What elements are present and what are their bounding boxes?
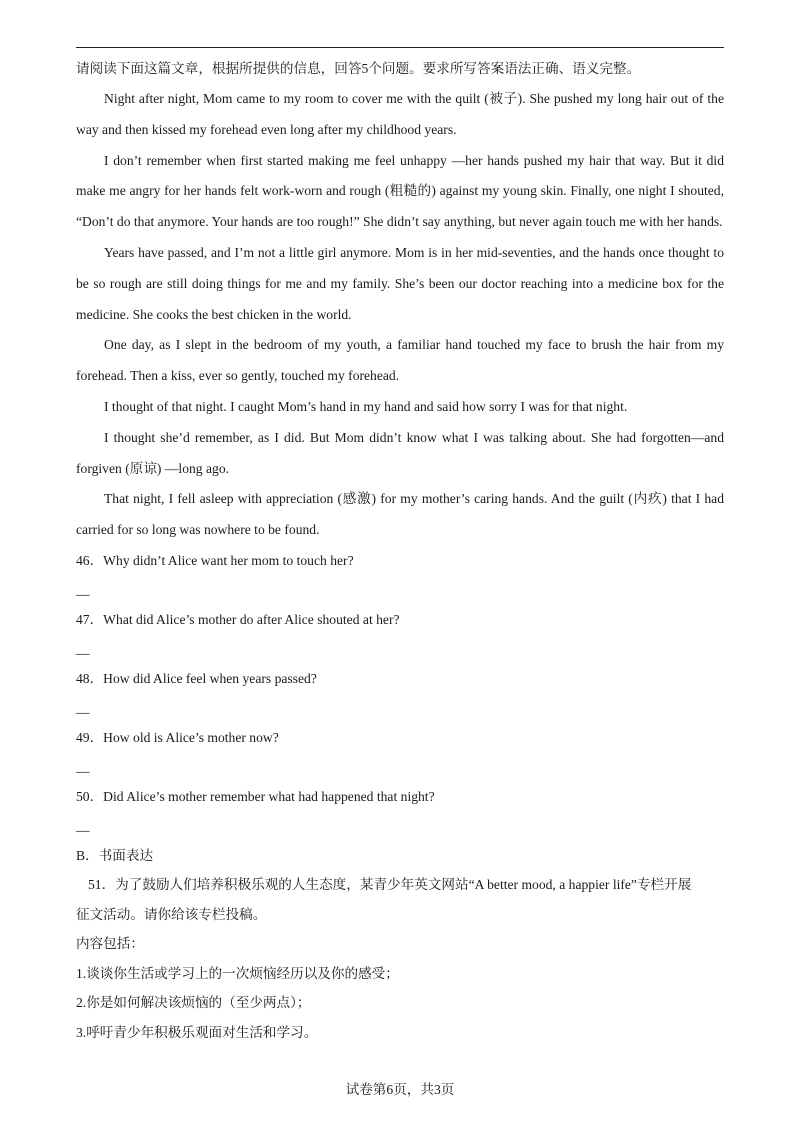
section-title: B．书面表达 [76, 847, 154, 863]
question-48: 48．How did Alice feel when years passed? [76, 670, 317, 686]
page-footer: 试卷第6页，共3页 [345, 1082, 455, 1097]
writing-point: 2.你是如何解决该烦恼的（至少两点）； [76, 995, 311, 1011]
passage-paragraph: Years have passed, and I’m not a little girl anymore. Mom is in her mid-seventies, and the hands once thought to be so rough are still doing things for me and my family. She’s been our doctor reaching into a medicine box for the medicine. She cooks the best chicken in the world. [76, 244, 724, 322]
answer-blank-48[interactable]: __ [76, 700, 90, 716]
answer-blank-47[interactable]: __ [76, 641, 90, 657]
answer-blank-49[interactable]: __ [76, 759, 90, 775]
question-list [76, 546, 724, 841]
passage-paragraph: One day, as I slept in the bedroom of my youth, a familiar hand touched my face to brush the hair from my forehead. Then a kiss, ever so gently, touched my forehead. [76, 337, 724, 384]
writing-point: 1.谈谈你生活或学习上的一次烦恼经历以及你的感受； [76, 965, 399, 981]
passage-paragraph: I thought she’d remember, as I did. But Mom didn’t know what I was talking about. She had forgotten—and forgiven (原谅) —long ago. [76, 429, 724, 476]
reading-instruction: 请阅读下面这篇文章，根据所提供的信息，回答5个问题。要求所写答案语法正确、语义完整。 [76, 61, 641, 76]
question-50: 50．Did Alice’s mother remember what had happened that night? [76, 788, 435, 804]
passage-paragraph: That night, I fell asleep with appreciation (感激) for my mother’s caring hands. And the guilt (内疚) that I had carried for so long was nowhere to be found. [76, 491, 724, 538]
writing-prompt-line-2: 征文活动。请你给该专栏投稿。 [76, 906, 267, 922]
top-rule [76, 47, 724, 48]
page-content [76, 54, 724, 1047]
writing-prompt-line-1: 51．为了鼓励人们培养积极乐观的人生态度，某青少年英文网站“A better mood, a happier life”专栏开展 [88, 877, 692, 893]
writing-section [76, 841, 724, 1048]
content-label: 内容包括： [76, 936, 144, 952]
answer-blank-46[interactable]: __ [76, 582, 90, 598]
passage-paragraph: I thought of that night. I caught Mom’s hand in my hand and said how sorry I was for that night. [104, 398, 628, 414]
question-47: 47．What did Alice’s mother do after Alice shouted at her? [76, 611, 400, 627]
question-46: 46．Why didn’t Alice want her mom to touch her? [76, 552, 354, 568]
question-49: 49．How old is Alice’s mother now? [76, 729, 279, 745]
reading-passage [76, 84, 724, 546]
answer-blank-50[interactable]: __ [76, 818, 90, 834]
writing-point: 3.呼吁青少年积极乐观面对生活和学习。 [76, 1024, 318, 1040]
passage-paragraph: I don’t remember when first started making me feel unhappy —her hands pushed my hair that way. But it did make me angry for her hands felt work-worn and rough (粗糙的) against my young skin. Finally, one night I shouted, “Don’t do that anymore. Your hands are too rough!” She didn’t say anything, but never again touch me with her hands. [76, 152, 724, 230]
passage-paragraph: Night after night, Mom came to my room to cover me with the quilt (被子). She pushed my long hair out of the way and then kissed my forehead even long after my childhood years. [76, 91, 724, 137]
